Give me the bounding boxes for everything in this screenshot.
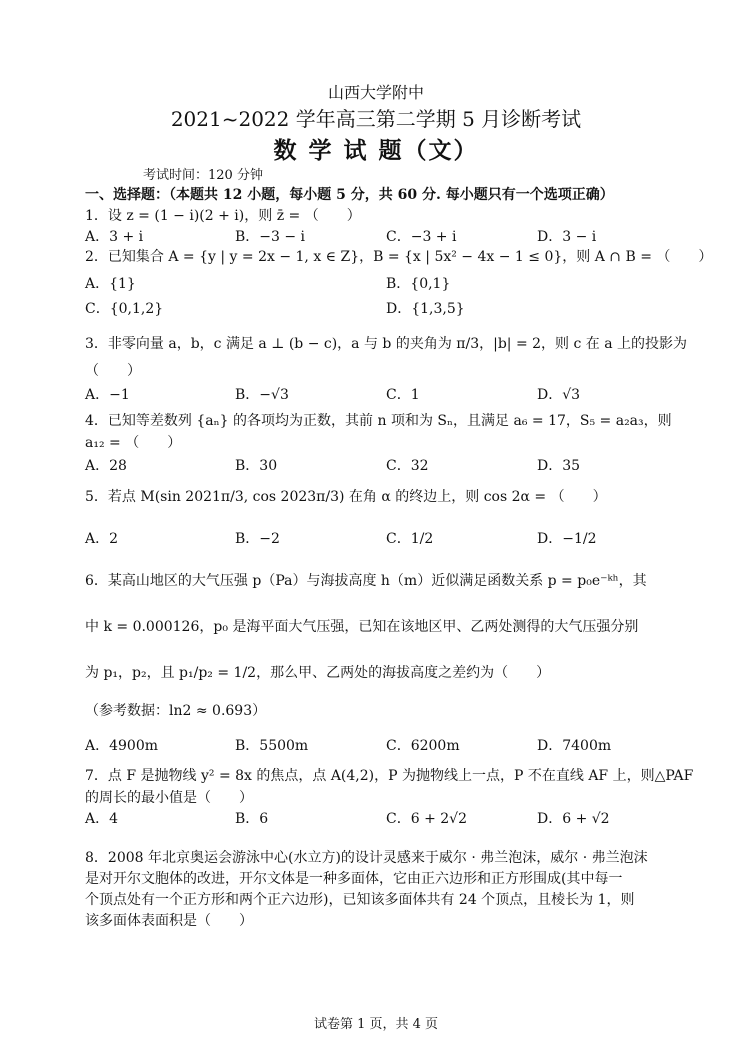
q2-option-d: D．{1,3,5} (386, 301, 465, 317)
q3-option-a: A．−1 (85, 387, 130, 403)
question-7-line2: 的周长的最小值是（ ） (85, 790, 253, 806)
question-6-line2: 中 k = 0.000126，p₀ 是海平面大气压强，已知在该地区甲、乙两处测得的大气压强分别 (85, 619, 639, 635)
question-8-line3: 个顶点处有一个正方形和两个正六边形)，已知该多面体共有 24 个顶点，且棱长为 1，则 (85, 892, 635, 908)
question-1: 1．设 z = (1 − i)(2 + i)，则 z̄ = （ ） (85, 208, 361, 224)
q3-option-d: D．√3 (537, 387, 581, 403)
exam-time: 考试时间：120 分钟 (143, 168, 263, 183)
q1-option-b: B．−3 − i (235, 229, 306, 245)
question-8: 8．2008 年北京奥运会游泳中心(水立方)的设计灵感来于威尔 · 弗兰泡沫，威尔 · 弗兰泡沫 (85, 850, 648, 866)
question-8-line4: 该多面体表面积是（ ） (85, 913, 253, 929)
exam-title: 2021~2022 学年高三第二学期 5 月诊断考试 (170, 107, 582, 131)
question-3: 3．非零向量 a，b，c 满足 a ⊥ (b − c)，a 与 b 的夹角为 π/3，|b| = 2，则 c 在 a 上的投影为 (85, 336, 688, 352)
q3-paren: （ ） (85, 363, 141, 379)
q5-option-d: D．−1/2 (537, 531, 597, 547)
question-6-line3: 为 p₁，p₂，且 p₁/p₂ = 1/2，那么甲、乙两处的海拔高度之差约为（ ） (85, 665, 551, 681)
q4-option-d: D．35 (537, 458, 581, 474)
q5-option-a: A．2 (85, 531, 119, 547)
q7-option-c: C．6 + 2√2 (386, 811, 467, 827)
page-footer: 试卷第 1 页，共 4 页 (313, 1017, 439, 1032)
q2-option-c: C．{0,1,2} (85, 301, 164, 317)
q5-option-b: B．−2 (235, 531, 280, 547)
question-8-line2: 是对开尔文胞体的改进，开尔文体是一种多面体，它由正六边形和正方形围成(其中每一 (85, 871, 623, 887)
question-4: 4．已知等差数列 {aₙ} 的各项均为正数，其前 n 项和为 Sₙ，且满足 a₆ = 17，S₅ = a₂a₃，则 (85, 413, 672, 429)
q6-option-b: B．5500m (235, 738, 309, 754)
q1-option-a: A．3 + i (85, 229, 144, 245)
q5-option-c: C．1/2 (386, 531, 434, 547)
q2-option-b: B．{0,1} (386, 276, 451, 292)
question-7: 7．点 F 是抛物线 y² = 8x 的焦点，点 A(4,2)，P 为抛物线上一点，P 不在直线 AF 上，则△PAF (85, 768, 694, 784)
q4-option-b: B．30 (235, 458, 278, 474)
q1-option-d: D．3 − i (537, 229, 597, 245)
q1-option-c: C．−3 + i (386, 229, 457, 245)
q6-option-c: C．6200m (386, 738, 460, 754)
q2-option-a: A．{1} (85, 276, 136, 292)
subject-title: 数 学 试 题（文） (273, 137, 479, 164)
section-heading: 一、选择题：（本题共 12 小题，每小题 5 分，共 60 分. 每小题只有一个选项正确） (85, 187, 614, 203)
school-name: 山西大学附中 (327, 83, 424, 102)
q3-option-b: B．−√3 (235, 387, 289, 403)
question-6-reference: （参考数据：ln2 ≈ 0.693） (85, 703, 267, 719)
question-6: 6．某高山地区的大气压强 p（Pa）与海拔高度 h（m）近似满足函数关系 p = p₀e⁻ᵏʰ，其 (85, 573, 647, 589)
q4-option-c: C．32 (386, 458, 429, 474)
q7-option-b: B．6 (235, 811, 269, 827)
q7-option-d: D．6 + √2 (537, 811, 610, 827)
q7-option-a: A．4 (85, 811, 119, 827)
question-5: 5．若点 M(sin 2021π/3, cos 2023π/3) 在角 α 的终边上，则 cos 2α = （ ） (85, 489, 607, 505)
q6-option-d: D．7400m (537, 738, 612, 754)
q3-option-c: C．1 (386, 387, 420, 403)
q6-option-a: A．4900m (85, 738, 159, 754)
q4-option-a: A．28 (85, 458, 127, 474)
question-2: 2．已知集合 A = {y | y = 2x − 1, x ∈ Z}，B = {x | 5x² − 4x − 1 ≤ 0}，则 A ∩ B = （ ） (85, 249, 713, 265)
question-4-cont: a₁₂ = （ ） (85, 435, 182, 451)
